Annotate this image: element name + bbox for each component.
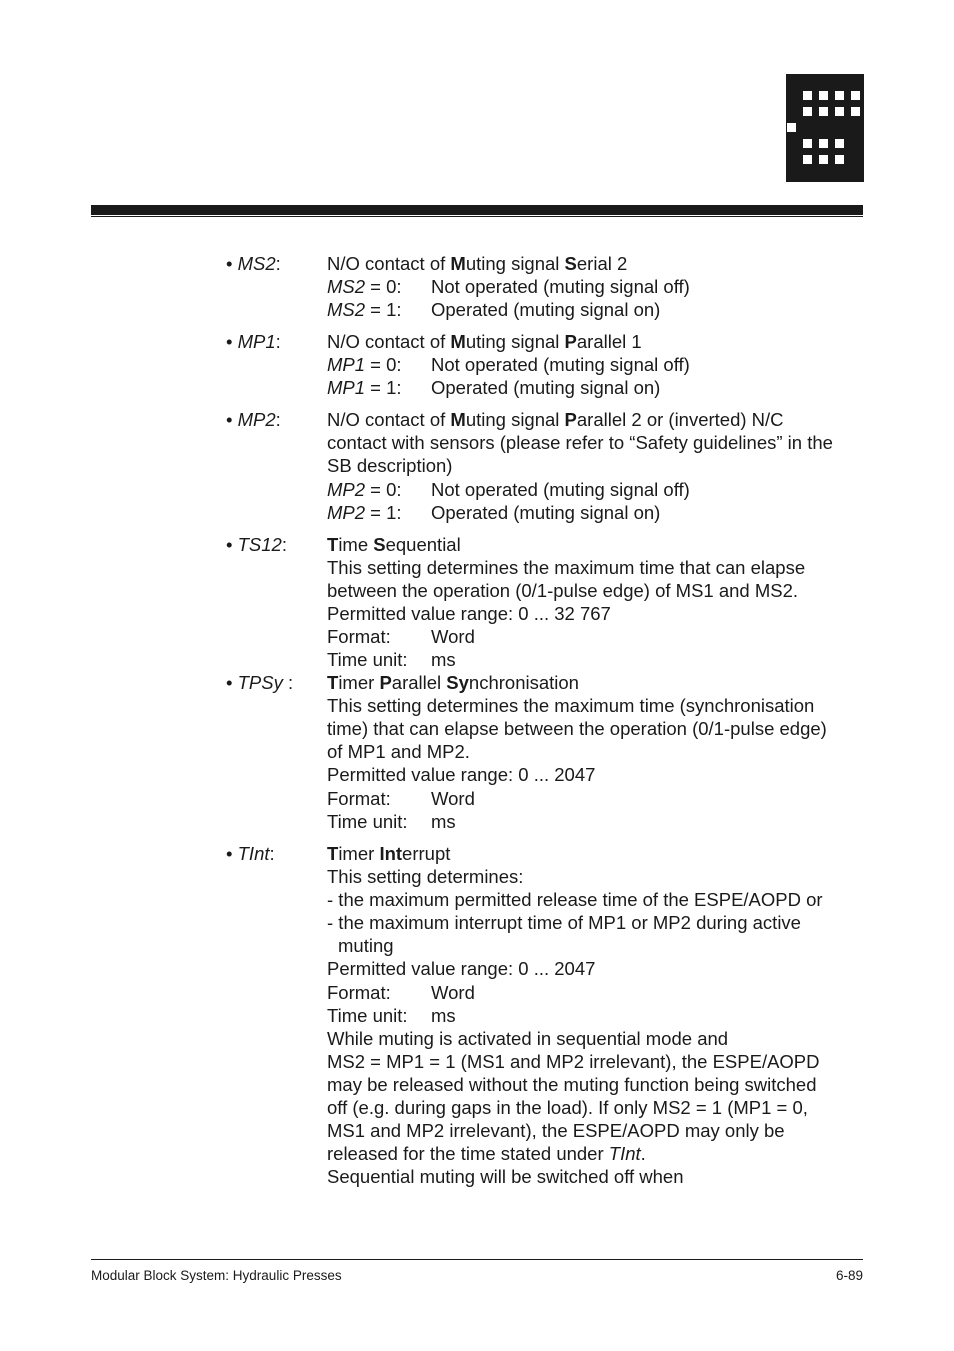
ms2-value-0-text: Not operated (muting signal off) (431, 276, 690, 297)
tpsy-range: Permitted value range: 0 ... 2047 (327, 764, 596, 785)
tpsy-line4: of MP1 and MP2. (327, 741, 470, 762)
mp2-value-0-text: Not operated (muting signal off) (431, 479, 690, 500)
footer-title: Modular Block System: Hydraulic Presses (91, 1268, 342, 1283)
ms2-term: • MS2: (226, 253, 281, 274)
mp1-value-1-text: Operated (muting signal on) (431, 377, 661, 398)
page-number: 6-89 (835, 1268, 863, 1283)
ts12-range: Permitted value range: 0 ... 32 767 (327, 603, 611, 624)
logo-cell (818, 138, 829, 149)
mp2-value-1-text: Operated (muting signal on) (431, 502, 661, 523)
tint-title: Timer Interrupt (327, 843, 451, 864)
logo-cell (850, 106, 861, 117)
ts12-line3: between the operation (0/1-pulse edge) of MS1 and MS2. (327, 580, 799, 601)
mp2-value-0: MP2 = 0: (327, 479, 402, 500)
mp2-value-1: MP2 = 1: (327, 502, 402, 523)
mp1-value-0: MP1 = 0: (327, 354, 402, 375)
tpsy-line3: time) that can elapse between the operation (0/1-pulse edge) (327, 718, 827, 739)
tpsy-term: • TPSy : (226, 672, 294, 693)
logo-cell (834, 138, 845, 149)
tint-range: Permitted value range: 0 ... 2047 (327, 958, 596, 979)
mp1-value-0-text: Not operated (muting signal off) (431, 354, 690, 375)
mp1-term: • MP1: (226, 331, 281, 352)
logo-cell (834, 106, 845, 117)
tint-para-line6: released for the time stated under TInt. (327, 1143, 646, 1164)
mp1-value-1: MP1 = 1: (327, 377, 402, 398)
logo-cell (818, 106, 829, 117)
logo-cell (802, 90, 813, 101)
logo-cell (802, 106, 813, 117)
header-rule-thin (91, 216, 863, 217)
ms2-value-1-text: Operated (muting signal on) (431, 299, 661, 320)
logo-cell (818, 154, 829, 165)
tpsy-title: Timer Parallel Synchronisation (327, 672, 579, 693)
ts12-format-label: Format: (327, 626, 391, 647)
logo-cell (802, 154, 813, 165)
ts12-unit-value: ms (431, 649, 456, 670)
tpsy-unit-value: ms (431, 811, 456, 832)
ts12-line2: This setting determines the maximum time that can elapse (327, 557, 806, 578)
tint-para-line4: off (e.g. during gaps in the load). If only MS2 = 1 (MP1 = 0, (327, 1097, 808, 1118)
tint-term: • TInt: (226, 843, 275, 864)
logo-cell (802, 138, 813, 149)
mp1-description: N/O contact of Muting signal Parallel 1 (327, 331, 642, 352)
ts12-term: • TS12: (226, 534, 287, 555)
tpsy-format-label: Format: (327, 788, 391, 809)
tint-para-line3: may be released without the muting function being switched (327, 1074, 817, 1095)
tint-para-line1: While muting is activated in sequential mode and (327, 1028, 729, 1049)
tint-line4: - the maximum interrupt time of MP1 or MP2 during active (327, 912, 801, 933)
tint-line3: - the maximum permitted release time of the ESPE/AOPD or (327, 889, 823, 910)
tpsy-format-value: Word (431, 788, 475, 809)
ms2-value-0: MS2 = 0: (327, 276, 402, 297)
tint-unit-value: ms (431, 1005, 456, 1026)
ts12-title: Time Sequential (327, 534, 461, 555)
tint-para-line5: MS1 and MP2 irrelevant), the ESPE/AOPD may only be (327, 1120, 785, 1141)
mp2-term: • MP2: (226, 409, 281, 430)
tint-line2: This setting determines: (327, 866, 524, 887)
mp2-description-line2: contact with sensors (please refer to “Safety guidelines” in the (327, 432, 833, 453)
logo-cell (818, 90, 829, 101)
tpsy-line2: This setting determines the maximum time (synchronisation (327, 695, 815, 716)
tpsy-unit-label: Time unit: (327, 811, 408, 832)
tint-para-line2: MS2 = MP1 = 1 (MS1 and MP2 irrelevant), the ESPE/AOPD (327, 1051, 820, 1072)
header-rule (91, 205, 863, 215)
tint-format-value: Word (431, 982, 475, 1003)
ts12-unit-label: Time unit: (327, 649, 408, 670)
footer-rule (91, 1259, 863, 1260)
logo-cell (786, 122, 797, 133)
company-logo-grid (786, 74, 864, 182)
tint-unit-label: Time unit: (327, 1005, 408, 1026)
tint-format-label: Format: (327, 982, 391, 1003)
logo-cell (850, 90, 861, 101)
mp2-description-line3: SB description) (327, 455, 453, 476)
tint-line5: muting (338, 935, 394, 956)
mp2-description: N/O contact of Muting signal Parallel 2 or (inverted) N/C (327, 409, 784, 430)
ms2-description: N/O contact of Muting signal Serial 2 (327, 253, 628, 274)
logo-cell (834, 90, 845, 101)
tint-para-line7: Sequential muting will be switched off when (327, 1166, 684, 1187)
logo-cell (834, 154, 845, 165)
ts12-format-value: Word (431, 626, 475, 647)
ms2-value-1: MS2 = 1: (327, 299, 402, 320)
